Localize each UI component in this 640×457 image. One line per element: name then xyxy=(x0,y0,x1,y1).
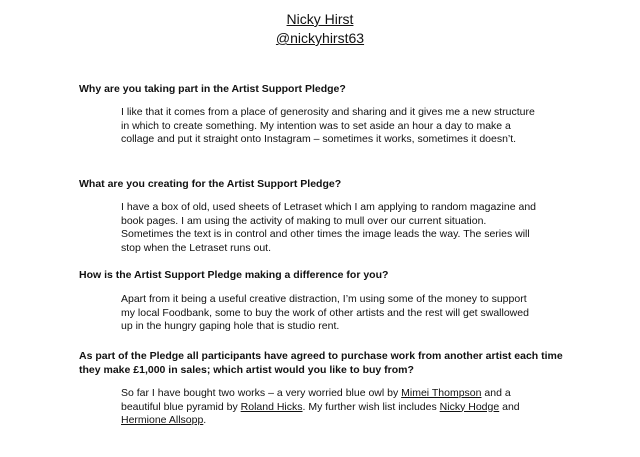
artist-link-mimei-thompson[interactable]: Mimei Thompson xyxy=(401,387,482,399)
artist-name-link[interactable]: Nicky Hirst xyxy=(286,11,354,27)
question-4: As part of the Pledge all participants have agreed to purchase work from another artist each time they make £1,000 in sales; which artist would you like to buy from? xyxy=(79,350,563,376)
answer-3: Apart from it being a useful creative distraction, I’m using some of the money to support my local Foodbank, some to buy the work of other artists and the rest will get swallowed up in the hungry gaping hole that is studio rent. xyxy=(121,293,529,332)
artist-header xyxy=(0,10,640,48)
answer-4-text: and a beautiful blue pyramid by xyxy=(121,387,511,413)
answer-1: I like that it comes from a place of generosity and sharing and it gives me a new structure in which to create something. My intention was to set aside an hour a day to make a collage and put it straight onto Instagram – sometimes it works, sometimes it doesn’t. xyxy=(121,106,535,145)
artist-link-roland-hicks[interactable]: Roland Hicks xyxy=(240,400,303,413)
question-1: Why are you taking part in the Artist Support Pledge? xyxy=(79,83,346,95)
instagram-handle-link[interactable]: @nickyhirst63 xyxy=(275,30,365,46)
question-2: What are you creating for the Artist Support Pledge? xyxy=(79,178,342,190)
answer-2: I have a box of old, used sheets of Letraset which I am applying to random magazine and book pages. I am using the activity of making to mull over our current situation. Sometimes the text is in control and other times the image leads the way. The series will stop when the Letraset runs out. xyxy=(121,201,537,254)
artist-link-nicky-hodge[interactable]: Nicky Hodge xyxy=(439,400,500,413)
answer-4-text: and xyxy=(499,400,520,413)
answer-4-text: . My further wish list includes xyxy=(302,400,440,413)
question-3: How is the Artist Support Pledge making a difference for you? xyxy=(79,269,389,281)
answer-4-text: . xyxy=(203,414,207,426)
answer-4 xyxy=(121,387,541,428)
answer-4-text: So far I have bought two works – a very worried blue owl by xyxy=(121,387,402,399)
artist-link-hermione-allsopp[interactable]: Hermione Allsopp xyxy=(121,414,204,426)
